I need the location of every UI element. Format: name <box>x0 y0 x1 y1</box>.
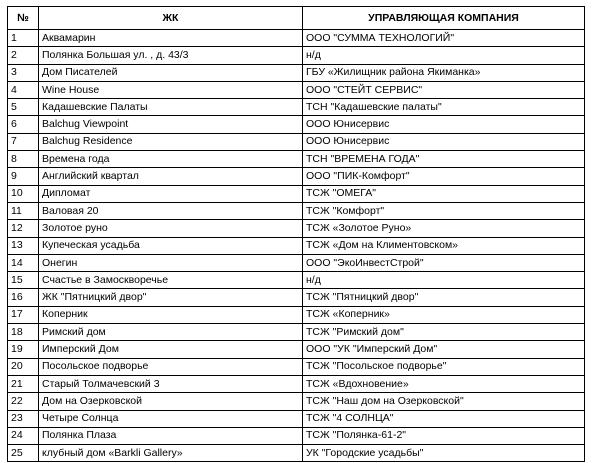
cell-management-company: ООО Юнисервис <box>303 116 585 133</box>
table-row <box>8 81 585 98</box>
table-row <box>8 185 585 202</box>
cell-number: 4 <box>8 81 39 98</box>
cell-number: 15 <box>8 272 39 289</box>
cell-number: 16 <box>8 289 39 306</box>
table-row <box>8 272 585 289</box>
cell-number: 2 <box>8 47 39 64</box>
table-row <box>8 168 585 185</box>
cell-complex-name: ЖК "Пятницкий двор" <box>39 289 303 306</box>
cell-complex-name: Аквамарин <box>39 30 303 47</box>
cell-complex-name: Wine House <box>39 81 303 98</box>
cell-number: 8 <box>8 151 39 168</box>
table-row <box>8 324 585 341</box>
cell-management-company: ООО "ПИК-Комфорт" <box>303 168 585 185</box>
cell-management-company: ТСЖ "Полянка-61-2" <box>303 427 585 444</box>
cell-complex-name: Счастье в Замоскворечье <box>39 272 303 289</box>
cell-management-company: ТСЖ "4 СОЛНЦА" <box>303 410 585 427</box>
cell-management-company: ТСЖ "ОМЕГА" <box>303 185 585 202</box>
table-row <box>8 64 585 81</box>
cell-complex-name: Валовая 20 <box>39 202 303 219</box>
cell-number: 18 <box>8 324 39 341</box>
cell-number: 23 <box>8 410 39 427</box>
cell-management-company: ООО "УК "Имперский Дом" <box>303 341 585 358</box>
table-body <box>8 30 585 462</box>
cell-management-company: ТСЖ «Дом на Климентовском» <box>303 237 585 254</box>
cell-complex-name: Кадашевские Палаты <box>39 99 303 116</box>
table-row <box>8 427 585 444</box>
cell-number: 11 <box>8 202 39 219</box>
table-row <box>8 341 585 358</box>
cell-number: 3 <box>8 64 39 81</box>
table-row <box>8 116 585 133</box>
cell-number: 9 <box>8 168 39 185</box>
header-row <box>8 7 585 30</box>
cell-complex-name: Четыре Солнца <box>39 410 303 427</box>
header-number: № <box>8 7 39 30</box>
table-row <box>8 445 585 462</box>
cell-number: 6 <box>8 116 39 133</box>
table-row <box>8 289 585 306</box>
cell-number: 7 <box>8 133 39 150</box>
table-row <box>8 254 585 271</box>
table-row <box>8 306 585 323</box>
cell-management-company: ТСЖ "Комфорт" <box>303 202 585 219</box>
cell-management-company: ТСЖ «Коперник» <box>303 306 585 323</box>
cell-management-company: ООО "ЭкоИнвестСтрой" <box>303 254 585 271</box>
table-row <box>8 410 585 427</box>
cell-complex-name: Balchug Viewpoint <box>39 116 303 133</box>
cell-number: 20 <box>8 358 39 375</box>
table-row <box>8 393 585 410</box>
table-row <box>8 375 585 392</box>
cell-management-company: ООО Юнисервис <box>303 133 585 150</box>
cell-number: 19 <box>8 341 39 358</box>
cell-complex-name: Дом на Озерковской <box>39 393 303 410</box>
table-row <box>8 220 585 237</box>
cell-number: 14 <box>8 254 39 271</box>
cell-complex-name: Старый Толмачевский 3 <box>39 375 303 392</box>
table-row <box>8 47 585 64</box>
header-management-company: УПРАВЛЯЮЩАЯ КОМПАНИЯ <box>303 7 585 30</box>
cell-complex-name: Посольское подворье <box>39 358 303 375</box>
table-row <box>8 133 585 150</box>
cell-complex-name: Коперник <box>39 306 303 323</box>
cell-management-company: ТСЖ "Римский дом" <box>303 324 585 341</box>
cell-complex-name: клубный дом «Barkli Gallery» <box>39 445 303 462</box>
cell-management-company: ТСЖ "Пятницкий двор" <box>303 289 585 306</box>
cell-number: 22 <box>8 393 39 410</box>
cell-complex-name: Онегин <box>39 254 303 271</box>
cell-number: 17 <box>8 306 39 323</box>
cell-complex-name: Времена года <box>39 151 303 168</box>
cell-complex-name: Полянка Плаза <box>39 427 303 444</box>
cell-management-company: ТСН "ВРЕМЕНА ГОДА" <box>303 151 585 168</box>
cell-complex-name: Balchug Residence <box>39 133 303 150</box>
cell-management-company: ООО "СУММА ТЕХНОЛОГИЙ" <box>303 30 585 47</box>
cell-complex-name: Дипломат <box>39 185 303 202</box>
cell-complex-name: Купеческая усадьба <box>39 237 303 254</box>
cell-complex-name: Полянка Большая ул. , д. 43/3 <box>39 47 303 64</box>
cell-management-company: н/д <box>303 272 585 289</box>
table-header <box>8 7 585 30</box>
cell-number: 1 <box>8 30 39 47</box>
cell-number: 10 <box>8 185 39 202</box>
cell-management-company: ГБУ «Жилищник района Якиманка» <box>303 64 585 81</box>
cell-management-company: УК "Городские усадьбы" <box>303 445 585 462</box>
cell-number: 21 <box>8 375 39 392</box>
cell-complex-name: Английский квартал <box>39 168 303 185</box>
cell-management-company: н/д <box>303 47 585 64</box>
cell-management-company: ТСЖ «Золотое Руно» <box>303 220 585 237</box>
cell-complex-name: Имперский Дом <box>39 341 303 358</box>
cell-number: 13 <box>8 237 39 254</box>
management-companies-table <box>7 6 585 462</box>
cell-number: 25 <box>8 445 39 462</box>
table-row <box>8 30 585 47</box>
table-row <box>8 202 585 219</box>
cell-complex-name: Дом Писателей <box>39 64 303 81</box>
cell-complex-name: Римский дом <box>39 324 303 341</box>
cell-management-company: ТСЖ «Вдохновение» <box>303 375 585 392</box>
cell-number: 24 <box>8 427 39 444</box>
cell-management-company: ТСЖ "Наш дом на Озерковской" <box>303 393 585 410</box>
table-row <box>8 151 585 168</box>
cell-management-company: ООО "СТЕЙТ СЕРВИС" <box>303 81 585 98</box>
table-row <box>8 99 585 116</box>
header-complex: ЖК <box>39 7 303 30</box>
cell-complex-name: Золотое руно <box>39 220 303 237</box>
table-row <box>8 358 585 375</box>
cell-number: 5 <box>8 99 39 116</box>
cell-management-company: ТСН "Кадашевские палаты" <box>303 99 585 116</box>
table-row <box>8 237 585 254</box>
cell-management-company: ТСЖ "Посольское подворье" <box>303 358 585 375</box>
cell-number: 12 <box>8 220 39 237</box>
